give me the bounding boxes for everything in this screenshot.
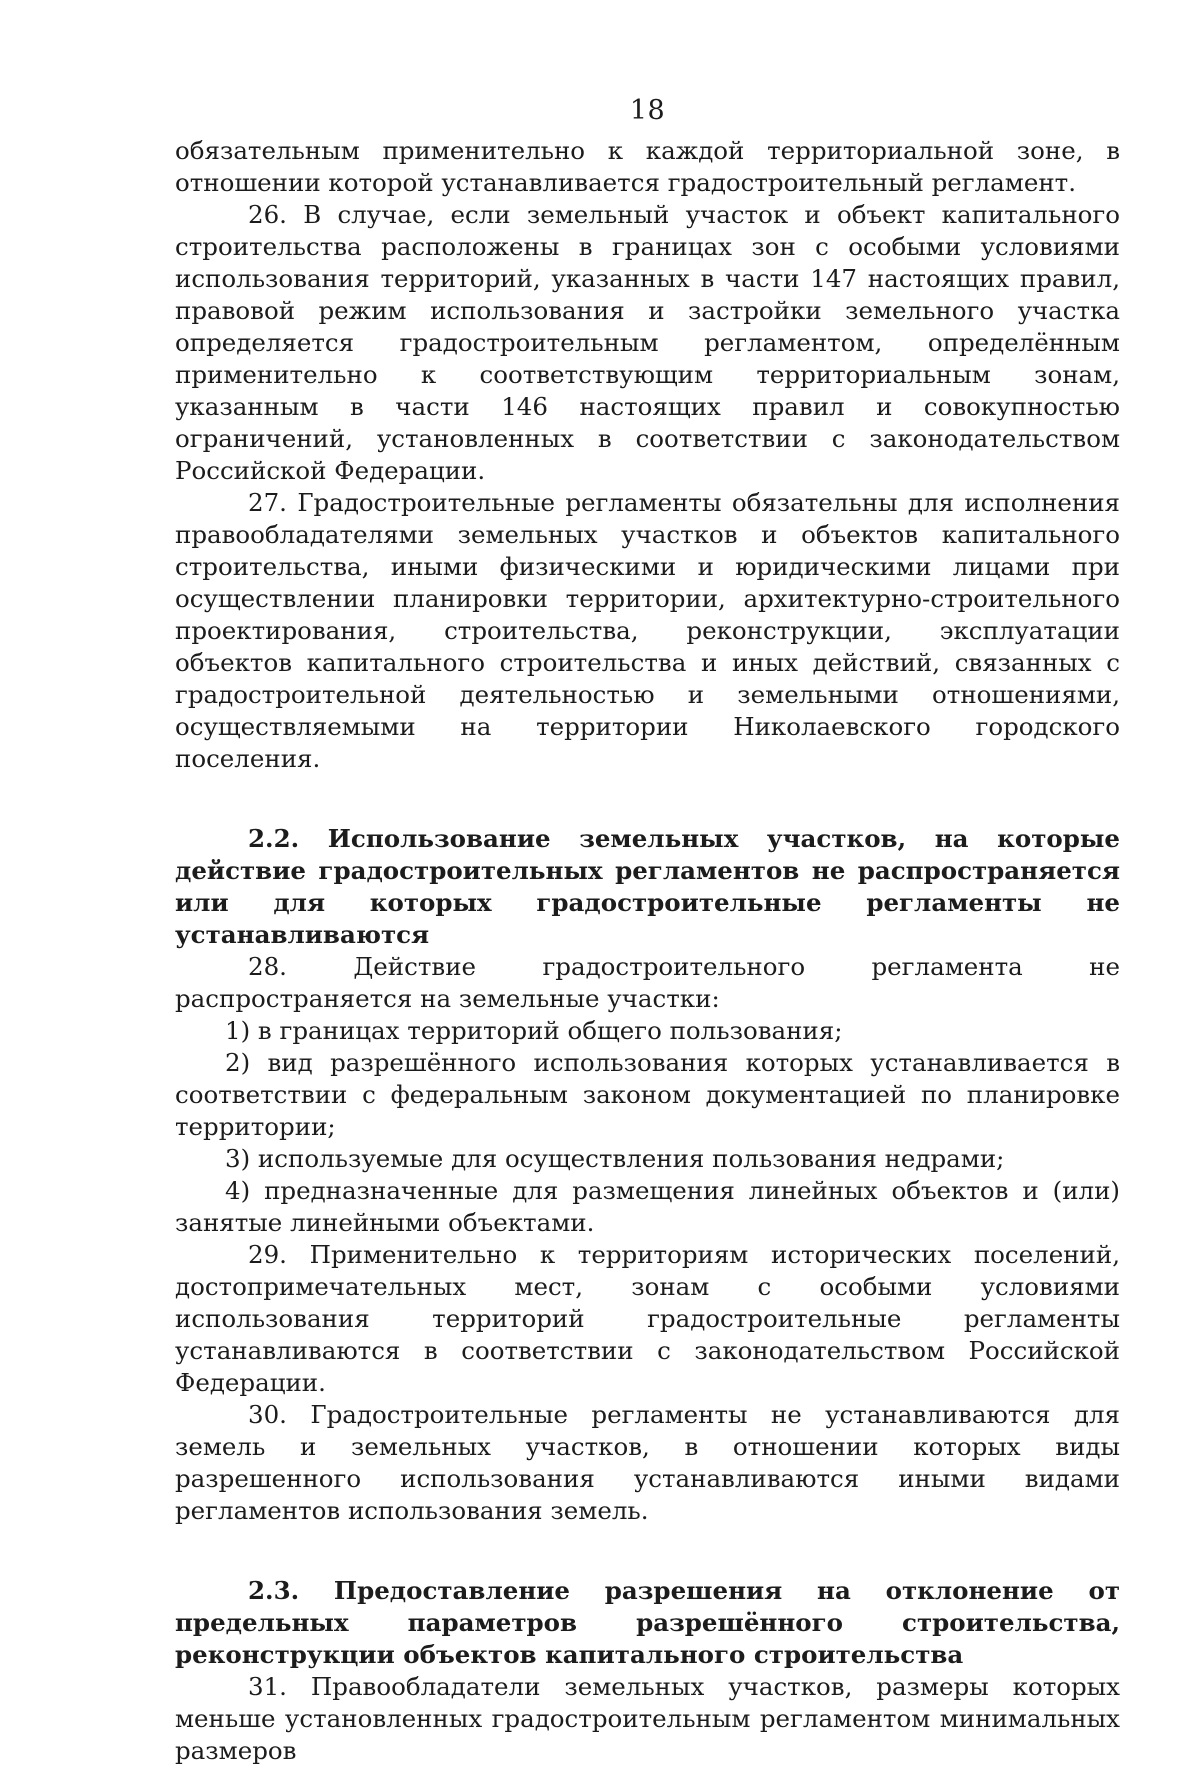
paragraph-26: 26. В случае, если земельный участок и объект капитального строительства расположены в границах зон с особыми условиями использования территорий, указанных в части 147 настоящих правил, правовой режим использования и застройки земельного участка определяется градостроительным регламентом, определённым применительно к соответствующим территориальным зонам, указанным в части 146 настоящих правил и совокупностью ограничений, установленных в соответствии с законодательством Российской Федерации. <box>175 200 1120 485</box>
list-item-28-2: 2) вид разрешённого использования которых устанавливается в соответствии с федеральным законом документацией по планировке территории; <box>175 1048 1120 1141</box>
section-heading-2-3: 2.3. Предоставление разрешения на отклонение от предельных параметров разрешённого строительства, реконструкции объектов капитального строительства <box>175 1576 1120 1669</box>
paragraph-30: 30. Градостроительные регламенты не устанавливаются для земель и земельных участков, в отношении которых виды разрешенного использования устанавливаются иными видами регламентов использования земель. <box>175 1400 1120 1525</box>
section-gap <box>175 1527 1120 1575</box>
page-number: 18 <box>629 95 666 126</box>
paragraph-28: 28. Действие градостроительного регламента не распространяется на земельные участки: <box>175 952 1120 1013</box>
section-gap <box>175 775 1120 823</box>
paragraph-29: 29. Применительно к территориям исторических поселений, достопримечательных мест, зонам с особыми условиями использования территорий градостроительные регламенты устанавливаются в соответствии с законодательством Российской Федерации. <box>175 1240 1120 1397</box>
paragraph-intro-continuation: обязательным применительно к каждой территориальной зоне, в отношении которой устанавливается градостроительный регламент. <box>175 136 1120 197</box>
list-item-28-4: 4) предназначенные для размещения линейных объектов и (или) занятые линейными объектами. <box>175 1176 1120 1237</box>
section-heading-2-2: 2.2. Использование земельных участков, на которые действие градостроительных регламентов не распространяется или для которых градостроительные регламенты не устанавливаются <box>175 824 1120 949</box>
list-item-28-3: 3) используемые для осуществления пользования недрами; <box>225 1144 1005 1173</box>
list-item-28-1: 1) в границах территорий общего пользования; <box>225 1016 843 1045</box>
paragraph-27: 27. Градостроительные регламенты обязательны для исполнения правообладателями земельных участков и объектов капитального строительства, иными физическими и юридическими лицами при осуществлении планировки территории, архитектурно-строительного проектирования, строительства, реконструкции, эксплуатации объектов капитального строительства и иных действий, связанных с градостроительной деятельностью и земельными отношениями, осуществляемыми на территории Николаевского городского поселения. <box>175 488 1120 773</box>
document-page <box>175 95 1120 1767</box>
paragraph-31: 31. Правообладатели земельных участков, размеры которых меньше установленных градостроительным регламентом минимальных размеров <box>175 1672 1120 1765</box>
